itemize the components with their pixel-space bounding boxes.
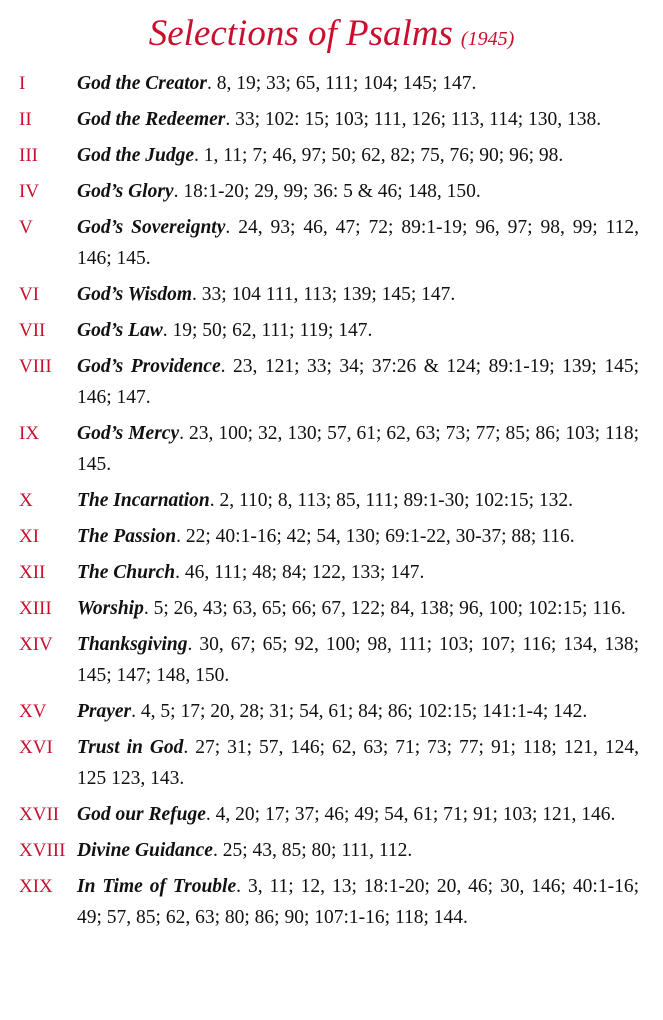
page-title-text: Selections of Psalms xyxy=(148,13,453,54)
entry-psalm-references: . 19; 50; 62, 111; 119; 147. xyxy=(162,320,373,341)
list-item xyxy=(0,732,663,794)
entry-numeral: III xyxy=(19,145,38,166)
entry-numeral: X xyxy=(19,490,33,511)
list-item xyxy=(0,104,663,135)
entry-text xyxy=(77,732,639,794)
entry-text xyxy=(77,799,639,830)
entry-text xyxy=(77,140,639,171)
page-title-year: (1945) xyxy=(460,28,515,50)
entry-psalm-references: . 24, 93; 46, 47; 72; 89:1-19; 96, 97; 98, 99; 112, 146; 145. xyxy=(77,217,640,269)
list-item xyxy=(0,176,663,207)
entry-topic: God the Redeemer xyxy=(77,109,226,130)
entry-numeral: VII xyxy=(19,320,46,341)
entry-numeral: XIX xyxy=(19,876,53,897)
entry-topic: Divine Guidance xyxy=(77,840,213,861)
entry-topic: The Incarnation xyxy=(77,490,210,511)
entry-psalm-references: . 2, 110; 8, 113; 85, 111; 89:1-30; 102:15; 132. xyxy=(209,490,574,511)
entry-psalm-references: . 18:1-20; 29, 99; 36: 5 & 46; 148, 150. xyxy=(173,181,481,202)
list-item xyxy=(0,140,663,171)
list-item xyxy=(0,279,663,310)
entry-numeral: V xyxy=(19,217,33,238)
entry-psalm-references: . 3, 11; 12, 13; 18:1-20; 20, 46; 30, 146; 40:1-16; 49; 57, 85; 62, 63; 80; 86; 90; 107:1-16; 118; 144. xyxy=(77,876,639,928)
entry-topic: The Passion xyxy=(77,526,177,547)
entry-numeral: XIII xyxy=(19,598,52,619)
entry-text xyxy=(77,593,639,624)
entry-topic: God’s Glory xyxy=(77,181,174,202)
entry-topic: God’s Sovereignty xyxy=(77,217,226,238)
entry-numeral: IV xyxy=(19,181,40,202)
entry-numeral: XVIII xyxy=(19,840,66,861)
entry-psalm-references: . 5; 26, 43; 63, 65; 66; 67, 122; 84, 138; 96, 100; 102:15; 116. xyxy=(143,598,626,619)
entry-numeral: XI xyxy=(19,526,40,547)
list-item xyxy=(0,557,663,588)
psalm-selection-list xyxy=(0,68,663,938)
entry-psalm-references: . 27; 31; 57, 146; 62, 63; 71; 73; 77; 91; 118; 121, 124, 125 123, 143. xyxy=(77,737,639,789)
entry-numeral: I xyxy=(19,73,26,94)
entry-text xyxy=(77,351,639,413)
list-item xyxy=(0,315,663,346)
entry-text xyxy=(77,629,639,691)
list-item xyxy=(0,629,663,691)
list-item xyxy=(0,521,663,552)
entry-psalm-references: . 23, 100; 32, 130; 57, 61; 62, 63; 73; 77; 85; 86; 103; 118; 145. xyxy=(77,423,639,475)
entry-text xyxy=(77,212,639,274)
entry-topic: God’s Providence xyxy=(77,356,221,377)
list-item xyxy=(0,799,663,830)
entry-topic: The Church xyxy=(77,562,176,583)
entry-psalm-references: . 1, 11; 7; 46, 97; 50; 62, 82; 75, 76; 90; 96; 98. xyxy=(194,145,564,166)
entry-psalm-references: . 4, 5; 17; 20, 28; 31; 54, 61; 84; 86; 102:15; 141:1-4; 142. xyxy=(131,701,588,722)
entry-psalm-references: . 22; 40:1-16; 42; 54, 130; 69:1-22, 30-37; 88; 116. xyxy=(176,526,575,547)
entry-psalm-references: . 33; 102: 15; 103; 111, 126; 113, 114; 130, 138. xyxy=(225,109,602,130)
entry-topic: God’s Mercy xyxy=(77,423,180,444)
entry-text xyxy=(77,696,639,727)
entry-text xyxy=(77,279,639,310)
entry-numeral: XIV xyxy=(19,634,53,655)
list-item xyxy=(0,351,663,413)
list-item xyxy=(0,835,663,866)
entry-topic: God’s Law xyxy=(77,320,163,341)
entry-text xyxy=(77,418,639,480)
entry-topic: Trust in God xyxy=(77,737,184,758)
entry-topic: Prayer xyxy=(77,701,132,722)
entry-numeral: IX xyxy=(19,423,40,444)
entry-psalm-references: . 23, 121; 33; 34; 37:26 & 124; 89:1-19; 139; 145; 146; 147. xyxy=(77,356,640,408)
entry-text xyxy=(77,68,639,99)
entry-numeral: XV xyxy=(19,701,47,722)
entry-topic: Worship xyxy=(77,598,144,619)
list-item xyxy=(0,68,663,99)
entry-numeral: VIII xyxy=(19,356,52,377)
list-item xyxy=(0,212,663,274)
entry-topic: God’s Wisdom xyxy=(77,284,193,305)
page-title xyxy=(0,12,663,55)
entry-text xyxy=(77,485,639,516)
list-item xyxy=(0,485,663,516)
entry-text xyxy=(77,871,639,933)
entry-psalm-references: . 46, 111; 48; 84; 122, 133; 147. xyxy=(175,562,425,583)
entry-numeral: II xyxy=(19,109,32,130)
entry-topic: God our Refuge xyxy=(77,804,206,825)
entry-numeral: XVII xyxy=(19,804,60,825)
entry-psalm-references: . 8, 19; 33; 65, 111; 104; 145; 147. xyxy=(207,73,477,94)
entry-text xyxy=(77,557,639,588)
entry-topic: In Time of Trouble xyxy=(77,876,237,897)
entry-numeral: VI xyxy=(19,284,40,305)
entry-psalm-references: . 4, 20; 17; 37; 46; 49; 54, 61; 71; 91; 103; 121, 146. xyxy=(205,804,616,825)
entry-numeral: XVI xyxy=(19,737,53,758)
entry-text xyxy=(77,835,639,866)
entry-topic: Thanksgiving xyxy=(77,634,188,655)
list-item xyxy=(0,593,663,624)
entry-psalm-references: . 30, 67; 65; 92, 100; 98, 111; 103; 107; 116; 134, 138; 145; 147; 148, 150. xyxy=(77,634,639,686)
entry-psalm-references: . 25; 43, 85; 80; 111, 112. xyxy=(212,840,413,861)
list-item xyxy=(0,418,663,480)
entry-topic: God the Judge xyxy=(77,145,194,166)
entry-text xyxy=(77,521,639,552)
entry-psalm-references: . 33; 104 111, 113; 139; 145; 147. xyxy=(192,284,456,305)
entry-text xyxy=(77,315,639,346)
list-item xyxy=(0,871,663,933)
list-item xyxy=(0,696,663,727)
entry-numeral: XII xyxy=(19,562,46,583)
entry-text xyxy=(77,176,639,207)
entry-text xyxy=(77,104,639,135)
entry-topic: God the Creator xyxy=(77,73,208,94)
